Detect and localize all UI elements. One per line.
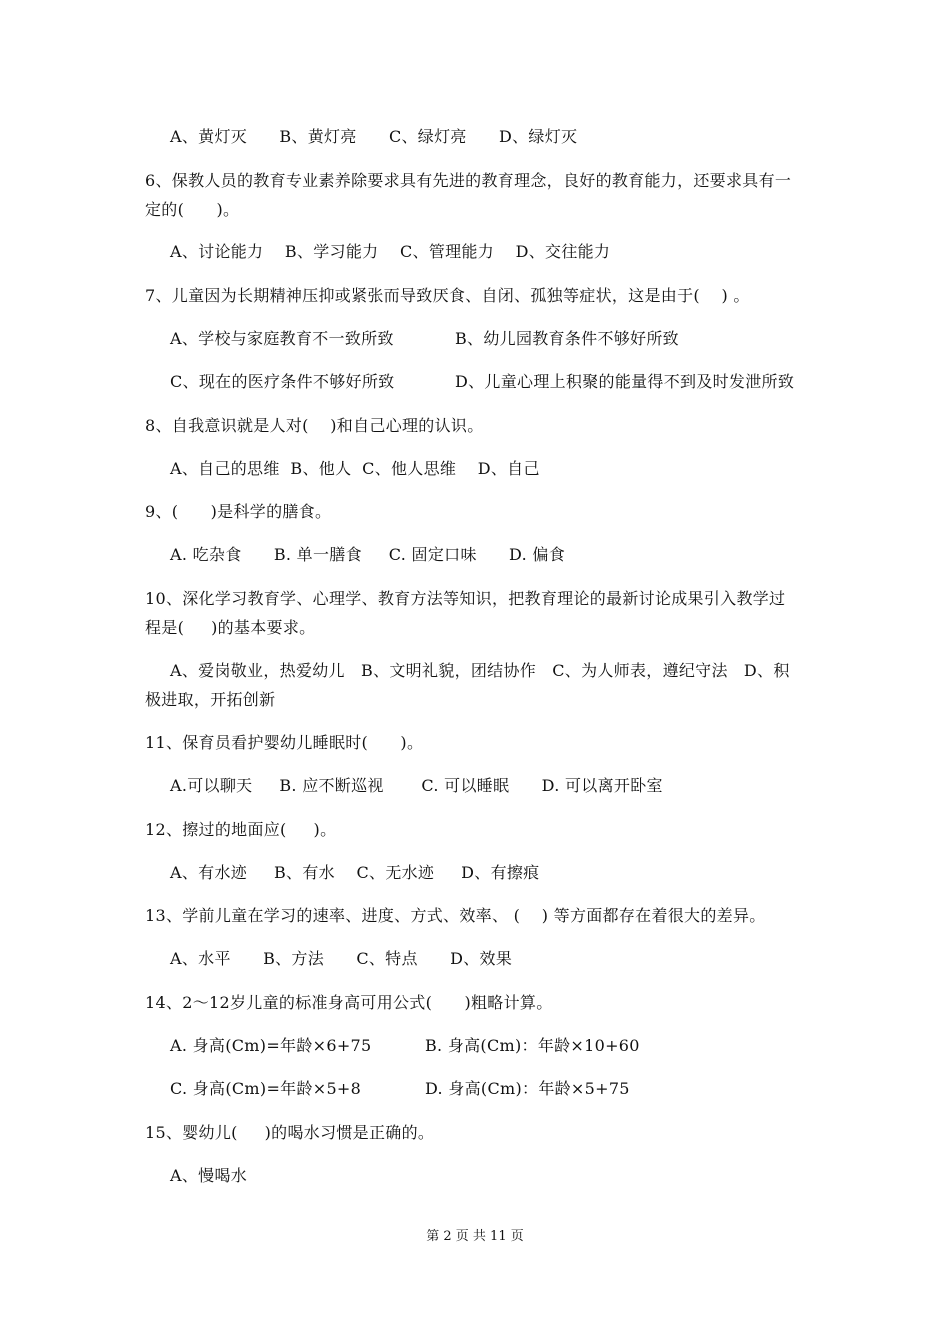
q11-stem: 11、保育员看护婴幼儿睡眠时( )。	[145, 733, 424, 752]
q10-stem-line2: 程是( )的基本要求。	[145, 618, 316, 637]
q6-options: A、讨论能力 B、学习能力 C、管理能力 D、交往能力	[170, 242, 611, 261]
q15-stem: 15、婴幼儿( )的喝水习惯是正确的。	[145, 1123, 435, 1142]
q12-options: A、有水迹 B、有水 C、无水迹 D、有擦痕	[170, 863, 540, 882]
q12-stem: 12、擦过的地面应( )。	[145, 820, 337, 839]
q6-stem-line2: 定的( )。	[145, 200, 240, 219]
q7-option-a: A、学校与家庭教育不一致所致	[170, 329, 394, 348]
q8-stem: 8、自我意识就是人对( )和自己心理的认识。	[145, 416, 484, 435]
q5-options: A、黄灯灭 B、黄灯亮 C、绿灯亮 D、绿灯灭	[170, 127, 578, 146]
q9-stem: 9、( )是科学的膳食。	[145, 502, 332, 521]
q7-option-b: B、幼儿园教育条件不够好所致	[455, 329, 679, 348]
q14-option-c: C. 身高(Cm)=年龄×5+8	[170, 1079, 362, 1098]
q10-stem-line1: 10、深化学习教育学、心理学、教育方法等知识，把教育理论的最新讨论成果引入教学过	[145, 589, 786, 608]
q15-option-a: A、慢喝水	[170, 1166, 248, 1185]
q6-stem-line1: 6、保教人员的教育专业素养除要求具有先进的教育理念，良好的教育能力，还要求具有一	[145, 171, 792, 190]
q10-options-line1: A、爱岗敬业，热爱幼儿 B、文明礼貌，团结协作 C、为人师表，遵纪守法 D、积	[170, 661, 790, 680]
q7-stem: 7、儿童因为长期精神压抑或紧张而导致厌食、自闭、孤独等症状，这是由于( ) 。	[145, 286, 750, 305]
q13-stem: 13、学前儿童在学习的速率、进度、方式、效率、 ( ) 等方面都存在着很大的差异。	[145, 906, 766, 925]
q13-options: A、水平 B、方法 C、特点 D、效果	[170, 949, 513, 968]
q11-options: A.可以聊天 B. 应不断巡视 C. 可以睡眠 D. 可以离开卧室	[170, 776, 663, 795]
page-footer: 第 2 页 共 11 页	[426, 1229, 524, 1244]
q9-options: A. 吃杂食 B. 单一膳食 C. 固定口味 D. 偏食	[170, 545, 565, 564]
q14-stem: 14、2～12岁儿童的标准身高可用公式( )粗略计算。	[145, 993, 553, 1012]
q14-option-d: D. 身高(Cm)：年龄×5+75	[425, 1079, 630, 1098]
q10-options-line2: 极进取，开拓创新	[145, 690, 276, 709]
q14-option-a: A. 身高(Cm)=年龄×6+75	[170, 1036, 372, 1055]
q8-options: A、自己的思维 B、他人 C、他人思维 D、自己	[170, 459, 540, 478]
q7-option-d: D、儿童心理上积聚的能量得不到及时发泄所致	[455, 372, 795, 391]
q7-option-c: C、现在的医疗条件不够好所致	[170, 372, 395, 391]
q14-option-b: B. 身高(Cm)：年龄×10+60	[425, 1036, 640, 1055]
